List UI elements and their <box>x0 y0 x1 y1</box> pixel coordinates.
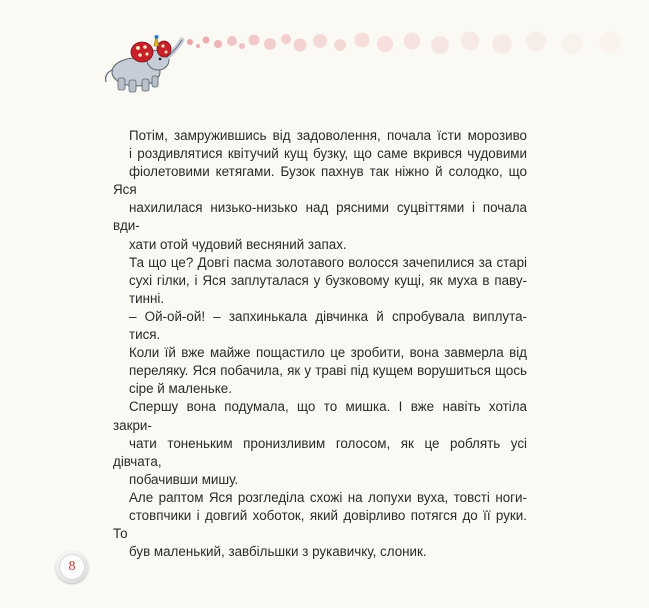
text-line: переляку. Яся побачила, як у траві під кущем ворушиться щось <box>129 363 527 379</box>
text-line: хати отой чудовий весняний запах. <box>129 236 347 252</box>
text-line: побачивши мишу. <box>129 471 239 487</box>
page-number-badge <box>56 551 88 583</box>
paragraph <box>113 308 527 344</box>
paragraph <box>113 344 527 398</box>
elephant-icon <box>96 34 188 96</box>
water-spray <box>180 24 649 64</box>
text-line: Спершу вона подумала, що то мишка. І вже навіть хотіла закри- <box>113 399 527 433</box>
paragraph <box>113 398 527 488</box>
paragraph <box>113 489 527 561</box>
text-line: сухі гілки, і Яся заплуталася у бузковому кущі, як муха в паву- <box>129 272 527 288</box>
text-line: фіолетовими кетягами. Бузок пахнув так ніжно й солодко, що Яся <box>113 164 527 198</box>
paragraph <box>113 254 527 308</box>
text-line: Потім, замружившись від задоволення, почала їсти морозиво <box>129 128 527 143</box>
text-line: сіре й маленьке. <box>129 381 232 397</box>
text-line: Та що це? Довгі пасма золотавого волосся зачепилися за старі <box>129 254 527 270</box>
text-line: тися. <box>129 327 161 343</box>
text-line: чати тоненьким пронизливим голосом, як це роблять усі дівчата, <box>113 435 527 469</box>
text-line: – Ой-ой-ой! – запхинькала дівчинка й спробувала виплута- <box>129 308 527 324</box>
text-line: і роздивлятися квітучий кущ бузку, що саме вкрився чудовими <box>129 146 527 162</box>
story-text <box>113 127 527 561</box>
page-number: 8 <box>59 554 85 580</box>
text-line: нахилилася низько-низько над рясними суцвіттями і почала вди- <box>113 200 527 234</box>
text-line: Коли їй вже майже пощастило це зробити, вона завмерла від <box>129 345 527 361</box>
text-line: був маленький, завбільшки з рукавичку, слоник. <box>129 544 427 560</box>
text-line: тинні. <box>129 290 165 306</box>
paragraph <box>113 127 527 254</box>
text-line: Але раптом Яся розгледіла схожі на лопухи вуха, товсті ноги- <box>129 489 527 505</box>
text-line: стовпчики і довгий хоботок, який довірливо потягся до її руки. То <box>113 507 527 542</box>
